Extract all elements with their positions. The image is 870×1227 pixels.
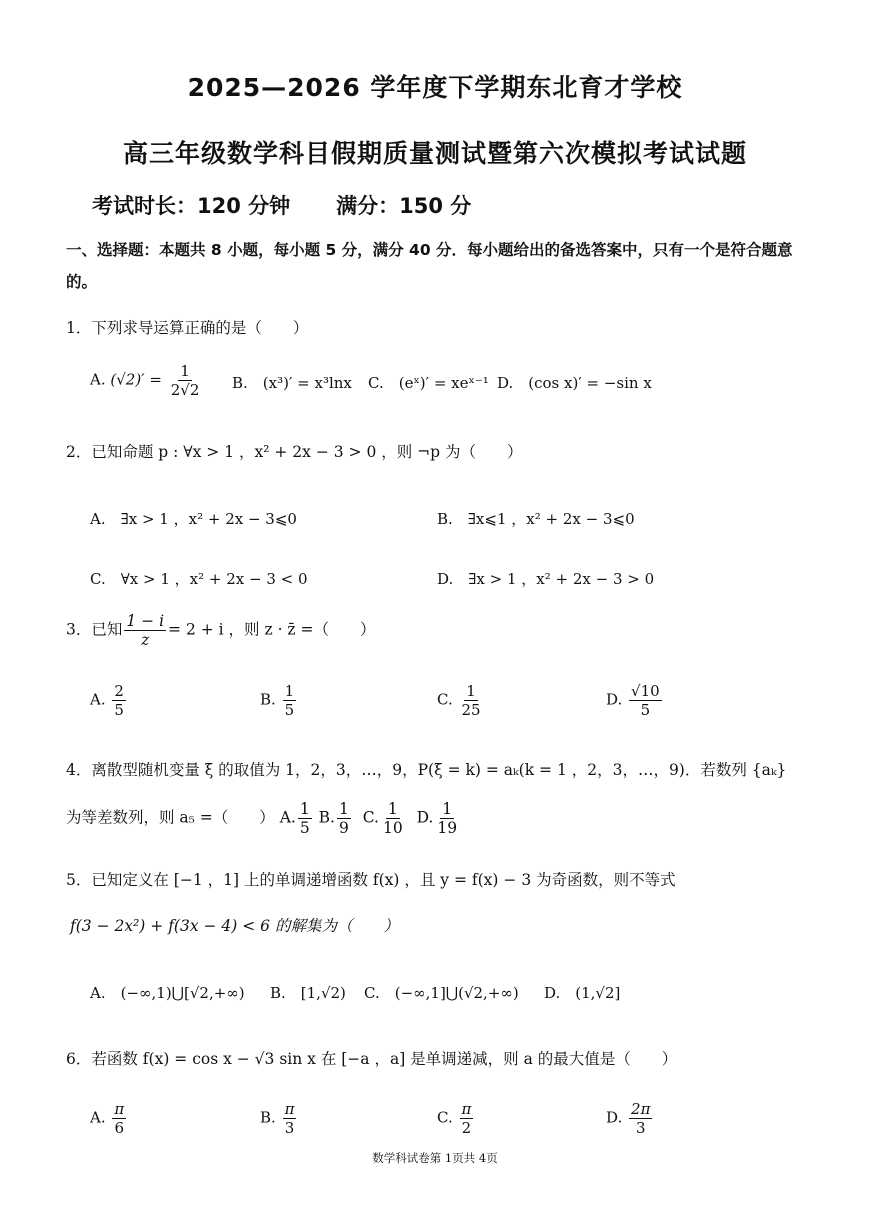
question-5-option-b: B. [1,√2) bbox=[270, 984, 346, 1002]
question-2-option-a: A. ∃x > 1 ，x² + 2x − 3⩽0 bbox=[90, 510, 297, 528]
question-1-option-b: B. (x³)′ = x³lnx bbox=[232, 374, 352, 392]
page-footer: 数学科试卷第 1页共 4页 bbox=[372, 1151, 498, 1165]
question-3-stem bbox=[66, 612, 376, 649]
question-2-option-b: B. ∃x⩽1 ，x² + 2x − 3⩽0 bbox=[437, 510, 635, 528]
exam-duration: 考试时长：120 分钟 bbox=[92, 194, 291, 218]
exam-title-line1: 2025—2026 学年度下学期东北育才学校 bbox=[187, 73, 683, 102]
question-3-option-d: D. $\frac{√10}{5}$ bbox=[606, 682, 660, 719]
question-2-stem: 2．已知命题 p : ∀x > 1 ，x² + 2x − 3 > 0 ，则 ¬p 为（ ） bbox=[66, 443, 523, 461]
exam-full-score: 满分：150 分 bbox=[336, 194, 472, 218]
question-6-option-b: B. $\frac{\pi}{3}$ bbox=[260, 1100, 295, 1137]
question-6-stem: 6．若函数 f(x) = cos x − √3 sin x 在 [−a ，a] 是单调递减，则 a 的最大值是（ ） bbox=[66, 1050, 678, 1068]
question-1-option-c: C. (eˣ)′ = xeˣ⁻¹ bbox=[368, 374, 489, 392]
question-5-line1: 5．已知定义在 [−1 ，1] 上的单调递增函数 f(x) ，且 y = f(x) − 3 为奇函数，则不等式 bbox=[66, 871, 676, 889]
exam-info bbox=[92, 190, 471, 220]
question-2-option-d: D. ∃x > 1 ，x² + 2x − 3 > 0 bbox=[437, 570, 655, 588]
question-4-line1: 4．离散型随机变量 ξ 的取值为 1，2，3，…，9，P(ξ = k) = aₖ(k = 1 ，2，3，…，9)．若数列 {aₖ} bbox=[66, 761, 787, 779]
option-label: A. bbox=[90, 370, 106, 389]
section-intro: 一、选择题：本题共 8 小题，每小题 5 分，满分 40 分．每小题给出的备选答案中，只有一个是符合题意的。 bbox=[66, 241, 793, 291]
question-6-option-a: A. $\frac{\pi}{6}$ bbox=[90, 1100, 125, 1137]
question-5-option-c: C. (−∞,1]⋃(√2,+∞) bbox=[364, 984, 519, 1002]
option-a-lhs: (√2)′ = bbox=[110, 370, 162, 389]
question-3-option-a: A. $\frac{2}{5}$ bbox=[90, 682, 124, 719]
question-2-option-c: C. ∀x > 1 ，x² + 2x − 3 < 0 bbox=[90, 570, 308, 588]
question-1-option-a bbox=[90, 362, 203, 399]
question-5-option-d: D. (1,√2] bbox=[544, 984, 621, 1002]
question-3-prefix: 3．已知 bbox=[66, 620, 123, 639]
question-4-prefix: 为等差数列，则 a₅ =（ ） bbox=[66, 808, 275, 827]
question-3-option-c: C. $\frac{1}{25}$ bbox=[437, 682, 481, 719]
exam-title-line2: 高三年级数学科目假期质量测试暨第六次模拟考试试题 bbox=[122, 139, 747, 168]
question-5-option-a: A. (−∞,1)⋃[√2,+∞) bbox=[90, 984, 245, 1002]
question-1-option-d: D. (cos x)′ = −sin x bbox=[497, 374, 652, 392]
question-6-option-d: D. $\frac{2\pi}{3}$ bbox=[606, 1100, 651, 1137]
question-1-stem: 1．下列求导运算正确的是（ ） bbox=[66, 319, 309, 337]
question-4-line2: 为等差数列，则 a₅ =（ ） A. $\frac{1}{5}$ B. $\frac{1}{9}$ C. $\frac{1}{10}$ D. $\frac{1}{19}$ bbox=[66, 800, 458, 837]
question-6-option-c: C. $\frac{\pi}{2}$ bbox=[437, 1100, 472, 1137]
option-a-fraction: $\frac{1}{2√2}$ bbox=[170, 362, 200, 399]
question-5-line2: f(3 − 2x²) + f(3x − 4) < 6 的解集为（ ） bbox=[70, 917, 399, 935]
question-3-option-b: B. $\frac{1}{5}$ bbox=[260, 682, 295, 719]
question-3-fraction: $\frac{1 - i}{z}$ bbox=[126, 612, 165, 649]
question-3-suffix: = 2 + i ，则 z · z̄ =（ ） bbox=[168, 620, 376, 639]
